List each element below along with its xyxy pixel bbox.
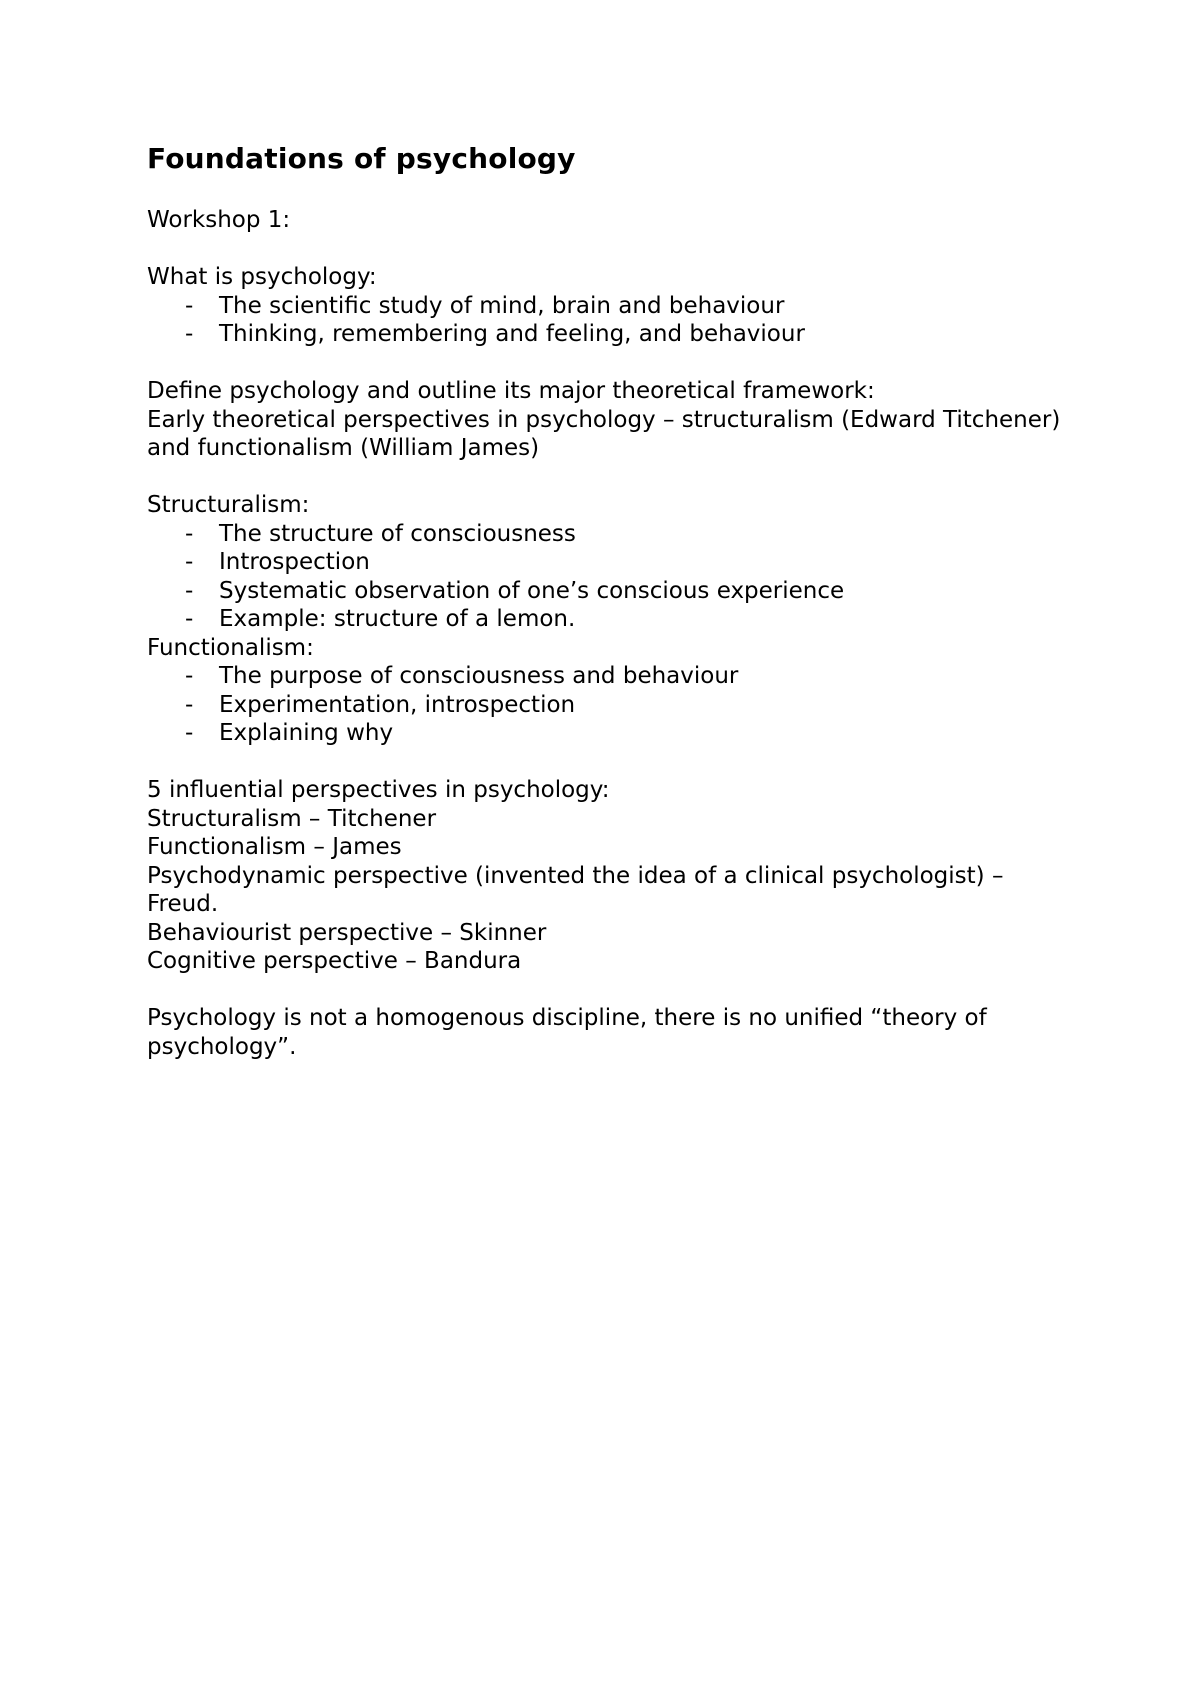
list-item <box>147 605 1077 634</box>
list-item-text: Experimentation, introspection <box>219 691 576 718</box>
list-item-text: Introspection <box>219 549 370 575</box>
perspective-line: Functionalism – James <box>147 834 402 860</box>
dash-bullet: - <box>185 606 194 632</box>
functionalism-list <box>147 662 1077 748</box>
functionalism-heading: Functionalism: <box>147 634 314 661</box>
spacer <box>147 463 1077 492</box>
spacer <box>147 976 1077 1005</box>
perspective-line: Behaviourist perspective – Skinner <box>147 919 547 946</box>
dash-bullet: - <box>185 720 194 746</box>
spacer <box>147 748 1077 777</box>
list-item-text: The purpose of consciousness and behaviour <box>219 663 739 689</box>
list-item <box>147 662 1077 691</box>
dash-bullet: - <box>185 292 194 319</box>
perspectives-heading: 5 influential perspectives in psychology: <box>147 777 610 803</box>
spacer <box>147 235 1077 264</box>
perspective-line: Structuralism – Titchener <box>147 805 437 832</box>
list-item <box>147 577 1077 606</box>
list-item <box>147 520 1077 549</box>
workshop-label: Workshop 1: <box>147 207 291 233</box>
dash-bullet: - <box>185 549 194 575</box>
perspective-line: Cognitive perspective – Bandura <box>147 948 522 974</box>
early-perspectives-line: Early theoretical perspectives in psychology – structuralism (Edward Titchener) and functionalism (William James) <box>147 406 1061 461</box>
list-item-text: The scientific study of mind, brain and behaviour <box>219 292 785 319</box>
document-page <box>147 142 1077 1061</box>
what-is-heading: What is psychology: <box>147 264 377 290</box>
dash-bullet: - <box>185 321 194 347</box>
document-title: Foundations of psychology <box>147 142 576 175</box>
list-item <box>147 320 1077 349</box>
dash-bullet: - <box>185 520 194 547</box>
list-item <box>147 292 1077 321</box>
conclusion-paragraph: Psychology is not a homogenous discipline, there is no unified “theory of psychology”. <box>147 1005 987 1060</box>
define-line: Define psychology and outline its major theoretical framework: <box>147 378 875 404</box>
dash-bullet: - <box>185 577 194 604</box>
list-item-text: Explaining why <box>219 720 394 746</box>
list-item-text: The structure of consciousness <box>219 520 576 547</box>
structuralism-list <box>147 520 1077 634</box>
spacer <box>147 349 1077 378</box>
what-is-list <box>147 292 1077 349</box>
structuralism-heading: Structuralism: <box>147 492 310 518</box>
dash-bullet: - <box>185 663 194 689</box>
list-item <box>147 719 1077 748</box>
list-item-text: Systematic observation of one’s conscious experience <box>219 577 845 604</box>
perspective-line: Psychodynamic perspective (invented the idea of a clinical psychologist) – Freud. <box>147 862 1004 917</box>
list-item-text: Example: structure of a lemon. <box>219 606 576 632</box>
list-item <box>147 691 1077 720</box>
dash-bullet: - <box>185 691 194 718</box>
list-item-text: Thinking, remembering and feeling, and behaviour <box>219 321 805 347</box>
list-item <box>147 548 1077 577</box>
